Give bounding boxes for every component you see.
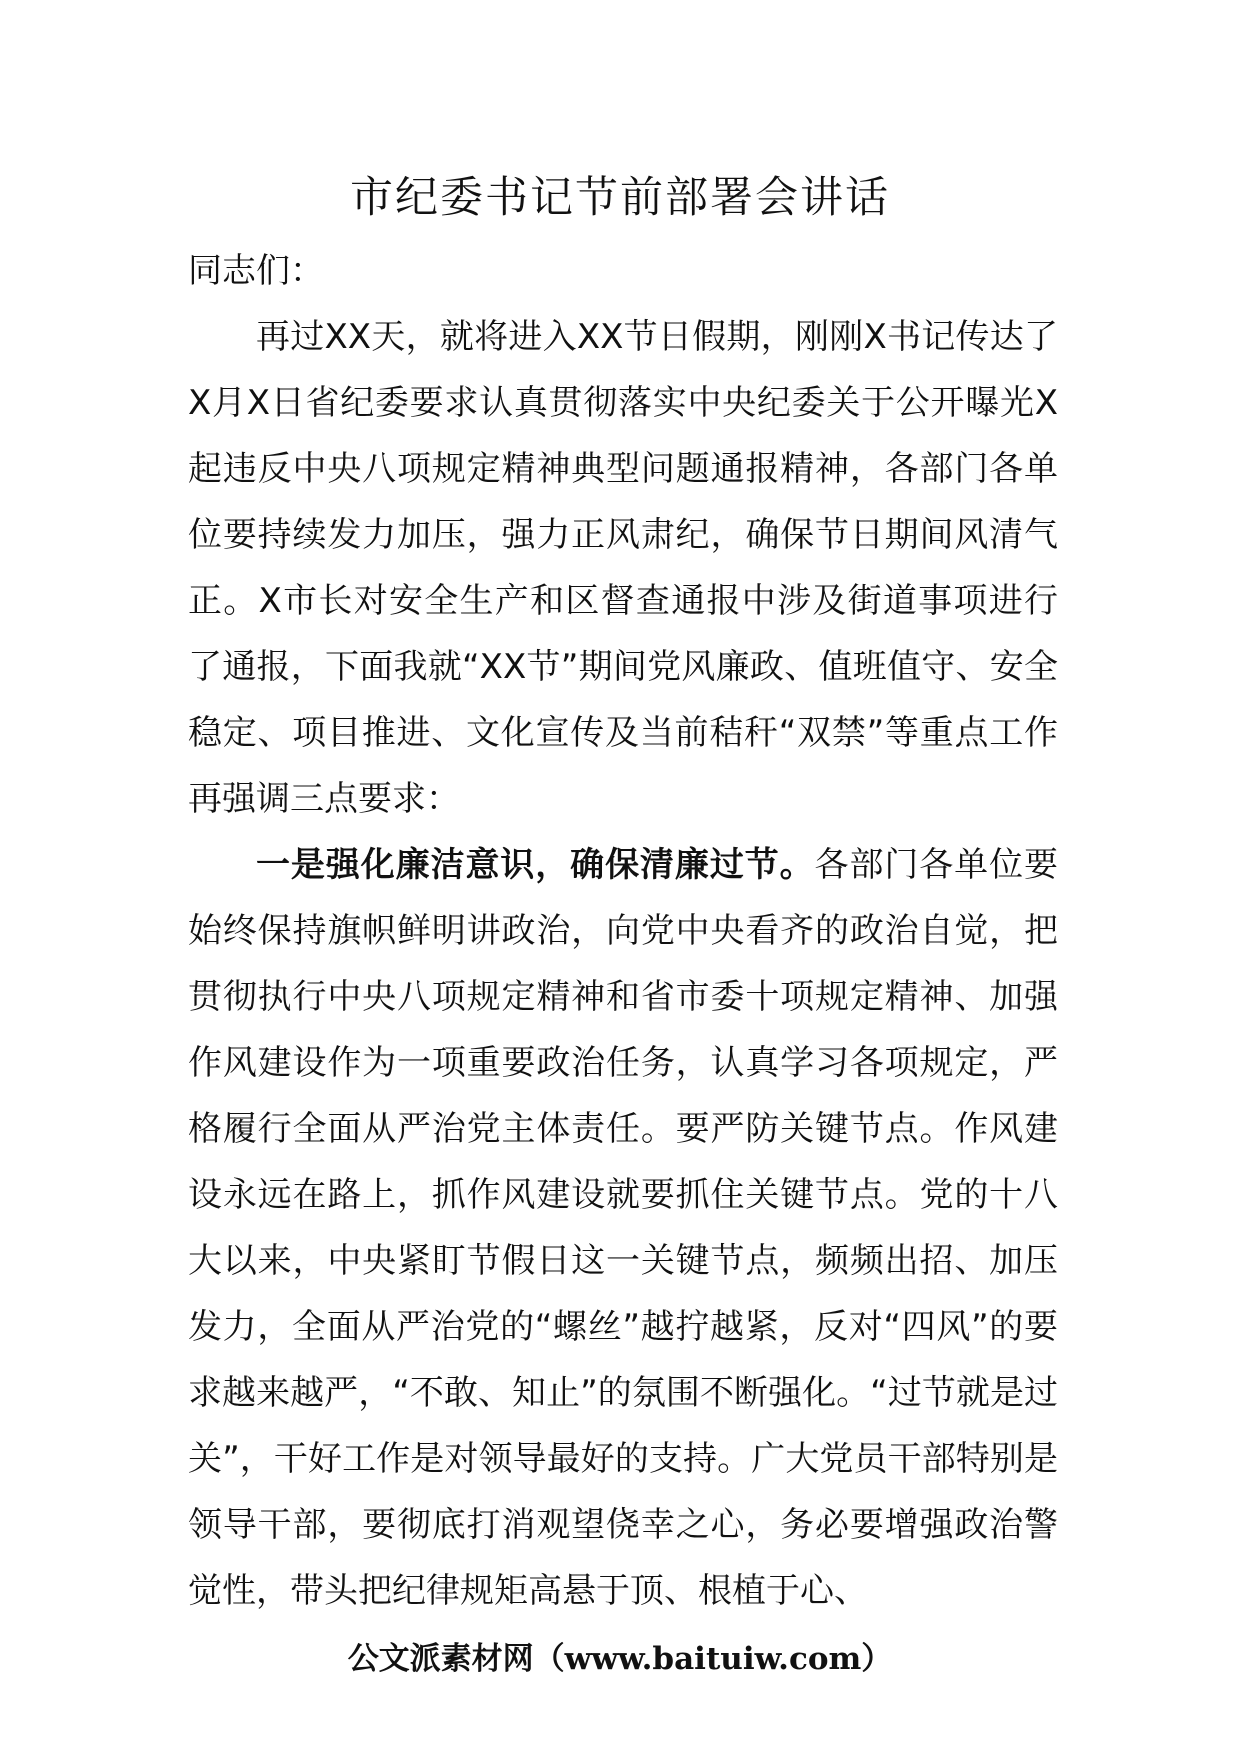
document-body	[188, 238, 1058, 1624]
paragraph-lead-heading: 一是强化廉洁意识，确保清廉过节。	[256, 845, 815, 885]
footer-watermark: 公文派素材网（www.baituiw.com）	[347, 1641, 893, 1677]
salutation: 同志们：	[188, 251, 324, 291]
paragraph-body-text: 各部门各单位要始终保持旗帜鲜明讲政治，向党中央看齐的政治自觉，把贯彻执行中央八项规定精神和省市委十项规定精神、加强作风建设作为一项重要政治任务，认真学习各项规定，严格履行全面从严治党主体责任。要严防关键节点。作风建设永远在路上，抓作风建设就要抓住关键节点。党的十八大以来，中央紧盯节假日这一关键节点，频频出招、加压发力，全面从严治党的“螺丝”越拧越紧，反对“四风”的要求越来越严，“不敢、知止”的氛围不断强化。“过节就是过关”，干好工作是对领导最好的支持。广大党员干部特别是领导干部，要彻底打消观望侥幸之心，务必要增强政治警觉性，带头把纪律规矩高悬于顶、根植于心、	[188, 845, 1059, 1611]
paragraph-intro: 再过XX天，就将进入XX节日假期，刚刚X书记传达了X月X日省纪委要求认真贯彻落实中央纪委关于公开曝光X起违反中央八项规定精神典型问题通报精神，各部门各单位要持续发力加压，强力正风肃纪，确保节日期间风清气正。X市长对安全生产和区督查通报中涉及街道事项进行了通报，下面我就“XX节”期间党风廉政、值班值守、安全稳定、项目推进、文化宣传及当前秸秆“双禁”等重点工作再强调三点要求：	[188, 317, 1058, 819]
document-title: 市纪委书记节前部署会讲话	[350, 173, 890, 223]
paragraph-requirement-one	[188, 832, 1058, 1624]
